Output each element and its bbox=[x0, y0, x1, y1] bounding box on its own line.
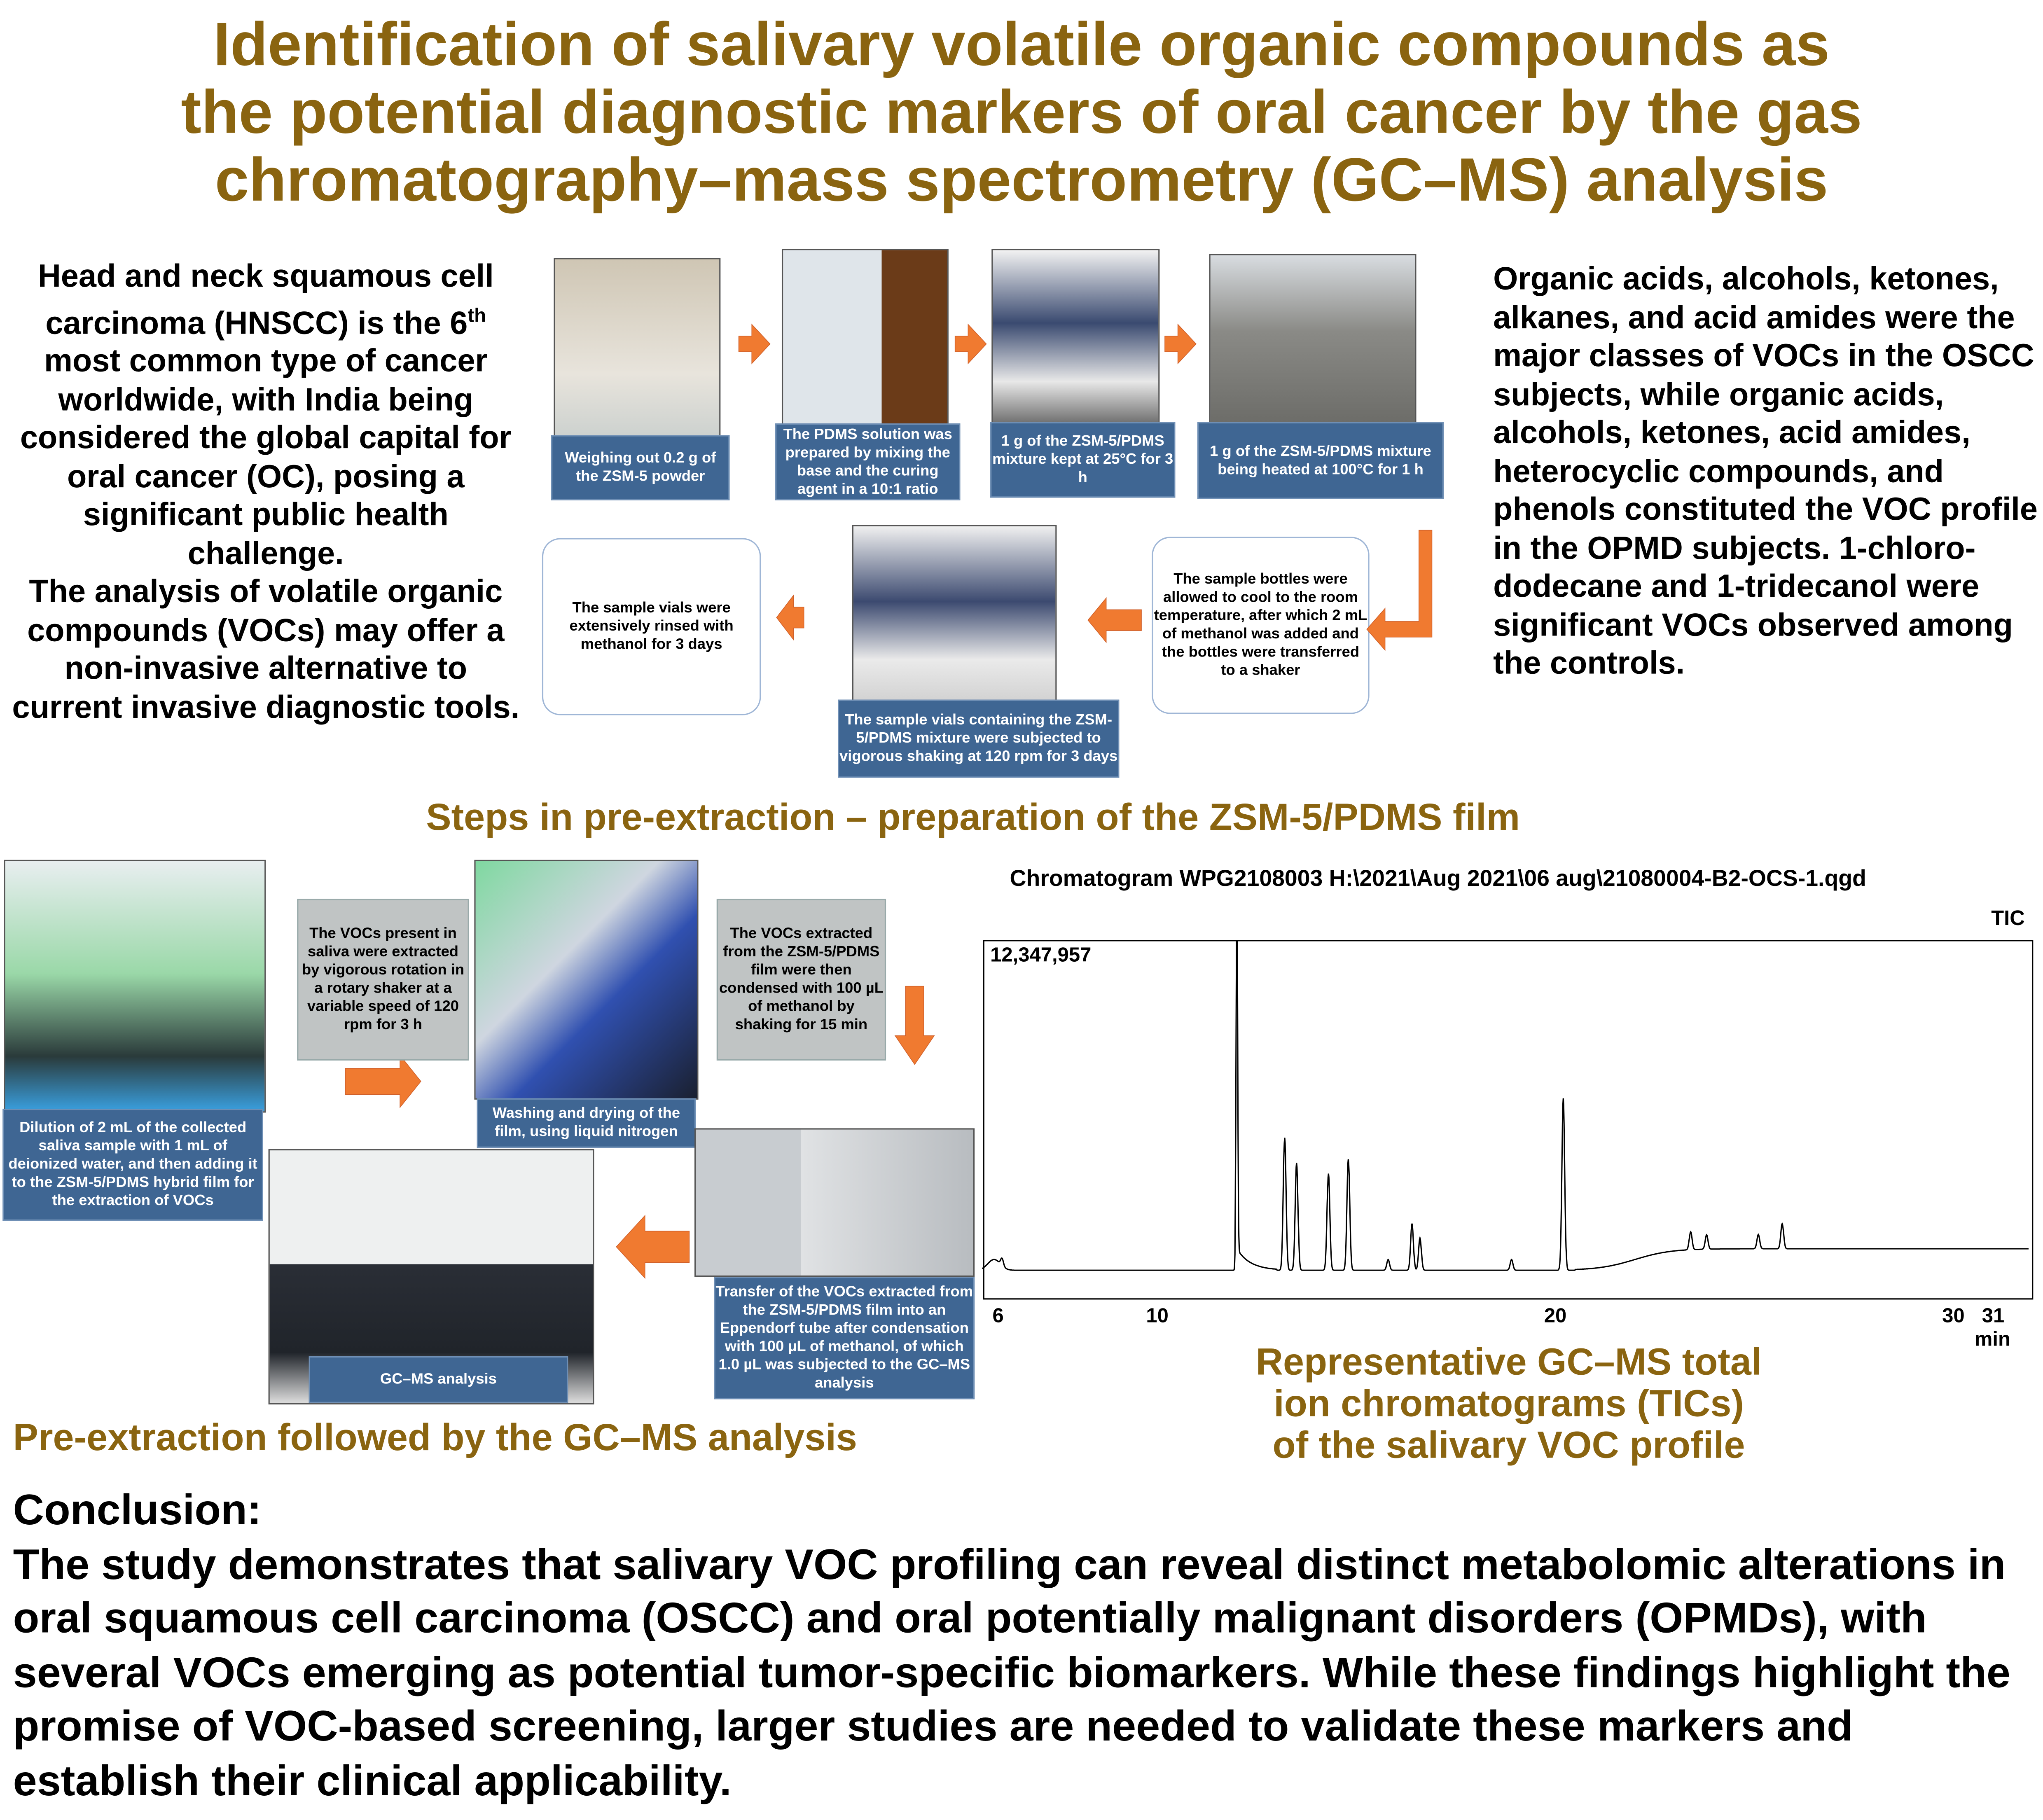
step-caption: Weighing out 0.2 g of the ZSM-5 powder bbox=[551, 435, 729, 500]
step-caption: GC–MS analysis bbox=[309, 1356, 568, 1403]
gcms-heading: Pre-extraction followed by the GC–MS analysis bbox=[13, 1417, 857, 1459]
caption-line: ion chromatograms (TICs) bbox=[1274, 1383, 1744, 1425]
photo-eppendorf bbox=[694, 1128, 975, 1277]
conclusion-heading: Conclusion: bbox=[13, 1485, 262, 1534]
max-intensity-label: 12,347,957 bbox=[990, 944, 1092, 966]
intro-sup: th bbox=[468, 304, 486, 327]
chart-caption bbox=[1199, 1342, 1819, 1467]
x-tick-label: 20 bbox=[1544, 1304, 1567, 1327]
arrow-right-icon bbox=[345, 1055, 421, 1107]
step-caption: The sample vials containing the ZSM-5/PDMS mixture were subjected to vigorous shaking at 120 rpm for 3 days bbox=[838, 700, 1119, 778]
step-caption: 1 g of the ZSM-5/PDMS mixture being heated at 100°C for 1 h bbox=[1197, 422, 1444, 499]
plot-frame bbox=[984, 941, 2032, 1299]
x-tick-label: 6 bbox=[992, 1304, 1004, 1327]
step-box: The VOCs present in saliva were extracted by vigorous rotation in a rotary shaker at a variable speed of 120 rpm for 3 h bbox=[297, 899, 469, 1061]
results-text: Organic acids, alcohols, ketones, alkanes, and acid amides were the major classes of VOCs in the OSCC subjects, while organic acids, alcohols, ketones, acid amides, heterocyclic compounds, and phenols constituted the VOC profile in the OPMD subjects. 1-chloro-dodecane and 1-tridecanol were significant VOCs observed among the controls. bbox=[1493, 262, 2038, 682]
step-caption: Dilution of 2 mL of the collected saliva sample with 1 mL of deionized water, and then adding it to the ZSM-5/PDMS hybrid film for the extraction of VOCs bbox=[2, 1109, 263, 1221]
step-caption: The PDMS solution was prepared by mixing the base and the curing agent in a 10:1 ratio bbox=[775, 423, 960, 500]
step-box: The VOCs extracted from the ZSM-5/PDMS film were then condensed with 100 µL of methanol by shaking for 15 min bbox=[717, 899, 886, 1061]
caption-line: Representative GC–MS total bbox=[1255, 1342, 1762, 1384]
arrow-right-icon bbox=[955, 325, 986, 364]
title-line: Identification of salivary volatile organic compounds as bbox=[213, 9, 1830, 78]
arrow-left-icon bbox=[776, 596, 804, 640]
step-caption: 1 g of the ZSM-5/PDMS mixture kept at 25°C for 3 h bbox=[990, 422, 1175, 498]
title-line: the potential diagnostic markers of oral cancer by the gas bbox=[181, 77, 1862, 146]
conclusion-text: The study demonstrates that salivary VOC profiling can reveal distinct metabolomic alterations in oral squamous cell carcinoma (OSCC) and oral potentially malignant disorders (OPMDs), with several VOCs emerging as potential tumor-specific biomarkers. While these findings highlight the promise of VOC-based screening, larger studies are needed to validate these markers and establish their clinical applicability. bbox=[13, 1539, 2010, 1804]
x-axis-label: min bbox=[1974, 1328, 2010, 1350]
x-tick-label: 31 bbox=[1982, 1304, 2005, 1327]
x-tick-label: 10 bbox=[1146, 1304, 1169, 1327]
pre-extraction-heading: Steps in pre-extraction – preparation of the ZSM-5/PDMS film bbox=[426, 797, 1520, 839]
caption-line: of the salivary VOC profile bbox=[1272, 1425, 1745, 1467]
step-box: The sample vials were extensively rinsed with methanol for 3 days bbox=[542, 538, 761, 715]
step-caption: Transfer of the VOCs extracted from the ZSM-5/PDMS film into an Eppendorf tube after condensation with 100 µL of methanol, of which 1.0 µL was subjected to the GC–MS analysis bbox=[714, 1277, 975, 1399]
arrow-down-icon bbox=[895, 986, 934, 1065]
step-caption: Washing and drying of the film, using liquid nitrogen bbox=[477, 1098, 696, 1148]
title-line: chromatography–mass spectrometry (GC–MS) analysis bbox=[215, 145, 1828, 214]
conclusion bbox=[13, 1483, 2039, 1807]
series-label: TIC bbox=[1991, 906, 2025, 930]
photo-pipetting bbox=[4, 860, 266, 1113]
arrow-left-icon bbox=[1088, 598, 1141, 642]
arrow-right-icon bbox=[739, 325, 770, 364]
tic-trace bbox=[982, 941, 2028, 1270]
step-box: The sample bottles were allowed to cool to the room temperature, after which 2 mL of methanol was added and the bottles were transferred to a shaker bbox=[1152, 537, 1369, 714]
arrow-elbow-icon bbox=[1367, 530, 1432, 650]
intro-p2: The analysis of volatile organic compounds (VOCs) may offer a non-invasive alternative to current invasive diagnostic tools. bbox=[12, 575, 520, 725]
photo-vials bbox=[474, 860, 698, 1100]
chart-title: Chromatogram WPG2108003 H:\2021\Aug 2021\06 aug\21080004-B2-OCS-1.qgd bbox=[1010, 865, 1866, 891]
intro-p1b: most common type of cancer worldwide, with India being considered the global capital for oral cancer (OC), posing a significant public health challenge. bbox=[20, 344, 512, 572]
arrow-left-icon bbox=[616, 1215, 689, 1278]
x-tick-label: 30 bbox=[1942, 1304, 1965, 1327]
chromatogram-chart bbox=[964, 853, 2043, 1355]
arrow-right-icon bbox=[1165, 325, 1196, 364]
intro-p1: Head and neck squamous cell carcinoma (HNSCC) is the 6 bbox=[37, 259, 494, 341]
